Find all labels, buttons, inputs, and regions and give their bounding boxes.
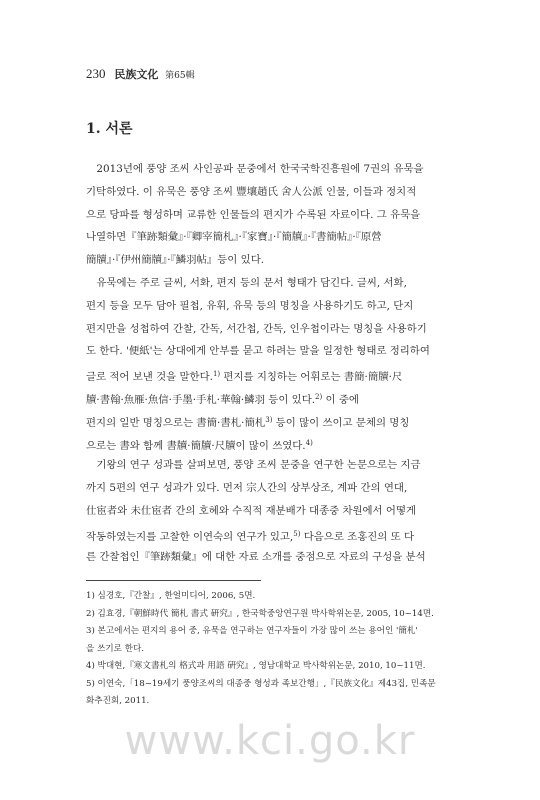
body-line: 牘·書翰·魚雁·魚信·手墨·手札·華翰·鱗羽 등이 있다.$^{2)}$ 이 중에 (86, 392, 359, 406)
body-line: 른 간찰첩인『筆跡類彙』에 대한 자료 소개를 중점으로 자료의 구성을 분석 (86, 550, 426, 563)
footnotes (86, 588, 466, 711)
watermark: www.kci.go.kr (124, 718, 416, 764)
running-header (86, 66, 195, 82)
body-line: 2013년에 풍양 조씨 사인공파 문중에서 한국국학진흥원에 7권의 유묵을 (86, 163, 424, 175)
body-line: 작동하였는지를 고찰한 이연숙의 연구가 있고,$^{5)}$ 다음으로 조홍진의 또 다 (86, 529, 415, 543)
body-line: 기왕의 연구 성과를 살펴보면, 풍양 조씨 문중을 연구한 논문으로는 지금 (86, 459, 421, 472)
body-line: 簡牘』·『伊州簡牘』·『鱗羽帖』등이 있다. (86, 254, 265, 267)
body-line: 기탁하였다. 이 유묵은 풍양 조씨 豐壤趙氏 舍人公派 인물, 이들과 정치적 (86, 185, 417, 198)
footnote-line: 5) 이연숙,「18~19세기 풍양조씨의 대종중 형성과 족보간행」,『民族文化』제43집, 민족문 (86, 678, 436, 689)
footnote-marker: 1) (212, 370, 221, 379)
footnote-divider (86, 580, 261, 581)
issue-number: 第65輯 (165, 71, 195, 81)
footnote-line: 화추진회, 2011. (86, 696, 150, 706)
body-line: 편지 등을 모두 담아 필첩, 유휘, 유묵 등의 명칭을 사용하기도 하고, 단지 (86, 299, 414, 312)
body-line: 도 한다. '便紙'는 상대에게 안부를 묻고 하려는 말을 일정한 형태로 정리하여 (86, 345, 430, 358)
body-line: 으로 당파를 형성하며 교류한 인물들의 편지가 수록된 자료이다. 그 유묵을 (86, 208, 421, 221)
body-line: 편지만을 성첩하여 간찰, 간독, 서간첩, 간독, 인우첩이라는 명칭을 사용하기 (86, 322, 427, 335)
footnote-line: 2) 김효경,『朝鮮時代 簡札 書式 硏究』, 한국학중앙연구원 박사학위논문, 2005, 10~14면. (86, 608, 434, 619)
body-line: 글로 적어 보낸 것을 말한다.$^{1)}$ 편지를 지칭하는 어휘로는 書簡·簡牘·尺 (86, 370, 403, 384)
body-line: 仕宦者와 未仕宦者 간의 호혜와 수직적 재분배가 대종중 차원에서 어떻게 (86, 504, 417, 517)
body-line: 유묵에는 주로 글씨, 서화, 편지 등의 문서 형태가 담긴다. 글씨, 서화, (86, 276, 407, 289)
section-title: 1. 서론 (86, 121, 133, 137)
body-line: 으로는 書와 함께 書牘·簡牘·尺牘이 많이 쓰였다.$^{4)}$ (86, 438, 313, 452)
footnote-marker: 2) (315, 392, 323, 401)
footnote-marker: 5) (293, 529, 301, 538)
footnote-line: 4) 박대현,『寒文書札의 格式과 用語 硏究』, 영남대학교 박사학위논문, 2010, 10~11면. (86, 661, 426, 671)
page-number: 230 (86, 66, 106, 81)
body-text (86, 158, 462, 568)
body-line: 나열하면『筆跡類彙』·『卿宰簡札』·『家寶』·『簡牘』·『書簡帖』·『原營 (86, 231, 382, 244)
body-line: 편지의 일반 명칭으로는 書簡·書札·簡札$^{3)}$ 등이 많이 쓰이고 문체의 명칭 (86, 415, 410, 429)
footnote-line: 3) 본고에서는 편지의 용어 중, 유묵을 연구하는 연구자들이 가장 많이 쓰는 용어인 '簡札' (86, 626, 418, 636)
body-line: 까지 5편의 연구 성과가 있다. 먼저 宗人간의 상부상조, 계파 간의 연대, (86, 482, 408, 495)
footnote-line: 1) 심경호,『간찰』, 한얼미디어, 2006, 5면. (86, 591, 256, 601)
journal-title: 民族文化 (114, 68, 159, 81)
footnote-line: 을 쓰기로 한다. (86, 643, 145, 654)
footnote-marker: 4) (305, 438, 313, 447)
footnote-marker: 3) (265, 415, 273, 424)
